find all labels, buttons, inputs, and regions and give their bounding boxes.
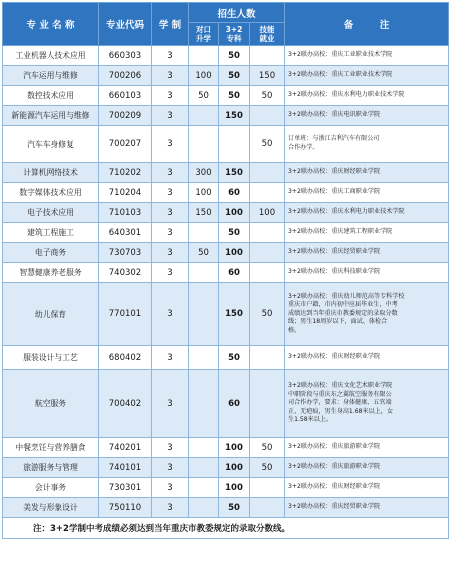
header-jineng: 技能 就业 (250, 23, 285, 46)
enrollment-table-container (2, 2, 448, 539)
years-cell: 3 (152, 46, 189, 66)
table-row (3, 370, 449, 438)
note-cell: 3+2联办高校：重庆财经职业学院 (285, 478, 449, 498)
jineng-cell (250, 370, 285, 438)
major-cell: 新能源汽车运用与维修 (3, 106, 99, 126)
note-cell: 订单班：与浙江吉利汽车有限公司 合作办学。 (285, 126, 449, 163)
note-cell: 3+2联办高校：重庆旅游职业学院 (285, 458, 449, 478)
table-row (3, 66, 449, 86)
years-cell: 3 (152, 438, 189, 458)
code-cell: 710103 (99, 203, 152, 223)
code-cell: 700402 (99, 370, 152, 438)
note-cell: 3+2联办高校：重庆工商职业学院 (285, 183, 449, 203)
code-cell: 740101 (99, 458, 152, 478)
note-cell: 3+2联办高校：重庆建筑工程职业学院 (285, 223, 449, 243)
duikou-cell (189, 498, 219, 518)
table-row (3, 283, 449, 346)
zhuanke-cell: 100 (219, 243, 250, 263)
note-cell: 3+2联办高校：重庆电讯职业学院 (285, 106, 449, 126)
code-cell: 740302 (99, 263, 152, 283)
major-cell: 汽车运用与维修 (3, 66, 99, 86)
code-cell: 750110 (99, 498, 152, 518)
note-cell: 3+2联办高校：重庆工业职业技术学院 (285, 66, 449, 86)
zhuanke-cell: 60 (219, 183, 250, 203)
code-cell: 710202 (99, 163, 152, 183)
note-cell: 3+2联办高校：重庆经贸职业学院 (285, 498, 449, 518)
header-duikou: 对口 升学 (189, 23, 219, 46)
jineng-cell (250, 106, 285, 126)
zhuanke-cell: 50 (219, 346, 250, 370)
jineng-cell (250, 183, 285, 203)
zhuanke-cell: 150 (219, 283, 250, 346)
header-years: 学 制 (152, 3, 189, 46)
code-cell: 730301 (99, 478, 152, 498)
years-cell: 3 (152, 346, 189, 370)
code-cell: 660303 (99, 46, 152, 66)
jineng-cell (250, 498, 285, 518)
years-cell: 3 (152, 263, 189, 283)
code-cell: 710204 (99, 183, 152, 203)
duikou-cell (189, 478, 219, 498)
jineng-cell (250, 223, 285, 243)
years-cell: 3 (152, 86, 189, 106)
years-cell: 3 (152, 183, 189, 203)
code-cell: 740201 (99, 438, 152, 458)
table-row (3, 106, 449, 126)
code-cell: 660103 (99, 86, 152, 106)
zhuanke-cell: 50 (219, 66, 250, 86)
major-cell: 服装设计与工艺 (3, 346, 99, 370)
duikou-cell: 50 (189, 243, 219, 263)
jineng-cell: 150 (250, 66, 285, 86)
enrollment-table (2, 2, 449, 539)
duikou-cell (189, 126, 219, 163)
header-code: 专业代码 (99, 3, 152, 46)
zhuanke-cell: 150 (219, 106, 250, 126)
duikou-cell: 150 (189, 203, 219, 223)
years-cell: 3 (152, 478, 189, 498)
duikou-cell (189, 458, 219, 478)
table-row (3, 223, 449, 243)
major-cell: 电子商务 (3, 243, 99, 263)
table-row (3, 183, 449, 203)
jineng-cell (250, 163, 285, 183)
duikou-cell (189, 106, 219, 126)
note-cell: 3+2联办高校：重庆财经职业学院 (285, 346, 449, 370)
code-cell: 640301 (99, 223, 152, 243)
jineng-cell (250, 346, 285, 370)
major-cell: 中餐烹饪与营养膳食 (3, 438, 99, 458)
jineng-cell: 50 (250, 283, 285, 346)
jineng-cell: 50 (250, 86, 285, 106)
note-cell: 3+2联办高校：重庆旅游职业学院 (285, 438, 449, 458)
jineng-cell: 50 (250, 438, 285, 458)
years-cell: 3 (152, 283, 189, 346)
table-row (3, 458, 449, 478)
code-cell: 700209 (99, 106, 152, 126)
zhuanke-cell: 60 (219, 263, 250, 283)
table-row (3, 243, 449, 263)
jineng-cell (250, 46, 285, 66)
jineng-cell (250, 243, 285, 263)
table-row (3, 346, 449, 370)
zhuanke-cell: 100 (219, 438, 250, 458)
major-cell: 电子技术应用 (3, 203, 99, 223)
years-cell: 3 (152, 498, 189, 518)
years-cell: 3 (152, 203, 189, 223)
major-cell: 数控技术应用 (3, 86, 99, 106)
duikou-cell (189, 263, 219, 283)
zhuanke-cell: 100 (219, 478, 250, 498)
duikou-cell (189, 346, 219, 370)
duikou-cell (189, 283, 219, 346)
years-cell: 3 (152, 458, 189, 478)
major-cell: 美发与形象设计 (3, 498, 99, 518)
major-cell: 智慧健康养老服务 (3, 263, 99, 283)
header-major: 专 业 名 称 (3, 3, 99, 46)
duikou-cell: 50 (189, 86, 219, 106)
major-cell: 旅游服务与管理 (3, 458, 99, 478)
code-cell: 700207 (99, 126, 152, 163)
major-cell: 航空服务 (3, 370, 99, 438)
major-cell: 工业机器人技术应用 (3, 46, 99, 66)
major-cell: 建筑工程施工 (3, 223, 99, 243)
duikou-cell (189, 438, 219, 458)
note-cell: 3+2联办高校：重庆文化艺术职业学院 中职阶段与重庆东之翼航空服务有限公 司合作办学，要求：身体健康、五官端 正、无疤痕，男生身高1.68米以上，女 生1.58米以上。 (285, 370, 449, 438)
note-cell: 3+2联办高校：重庆水利电力职业技术学院 (285, 203, 449, 223)
note-cell: 3+2联办高校：重庆水利电力职业技术学院 (285, 86, 449, 106)
table-row (3, 498, 449, 518)
note-cell: 3+2联办高校：重庆财经职业学院 (285, 163, 449, 183)
jineng-cell: 50 (250, 458, 285, 478)
years-cell: 3 (152, 370, 189, 438)
duikou-cell (189, 223, 219, 243)
major-cell: 计算机网络技术 (3, 163, 99, 183)
zhuanke-cell (219, 126, 250, 163)
duikou-cell: 100 (189, 66, 219, 86)
major-cell: 幼儿保育 (3, 283, 99, 346)
jineng-cell (250, 263, 285, 283)
table-row (3, 438, 449, 458)
table-row (3, 46, 449, 66)
duikou-cell: 300 (189, 163, 219, 183)
years-cell: 3 (152, 163, 189, 183)
header-enrollment: 招生人数 (189, 3, 285, 23)
code-cell: 770101 (99, 283, 152, 346)
years-cell: 3 (152, 66, 189, 86)
table-row (3, 86, 449, 106)
header-notes: 备 注 (285, 3, 449, 46)
zhuanke-cell: 50 (219, 223, 250, 243)
years-cell: 3 (152, 106, 189, 126)
code-cell: 730703 (99, 243, 152, 263)
jineng-cell (250, 478, 285, 498)
duikou-cell: 100 (189, 183, 219, 203)
header-3plus2: 3+2 专科 (219, 23, 250, 46)
years-cell: 3 (152, 223, 189, 243)
note-cell: 3+2联办高校：重庆经贸职业学院 (285, 243, 449, 263)
table-body (3, 46, 449, 518)
code-cell: 680402 (99, 346, 152, 370)
footer-note: 注：3+2学制中考成绩必须达到当年重庆市教委规定的录取分数线。 (3, 518, 449, 539)
table-row (3, 126, 449, 163)
zhuanke-cell: 50 (219, 86, 250, 106)
duikou-cell (189, 370, 219, 438)
note-cell: 3+2联办高校：重庆科技职业学院 (285, 263, 449, 283)
years-cell: 3 (152, 243, 189, 263)
zhuanke-cell: 50 (219, 498, 250, 518)
table-row (3, 263, 449, 283)
zhuanke-cell: 150 (219, 163, 250, 183)
major-cell: 会计事务 (3, 478, 99, 498)
note-cell: 3+2联办高校：重庆工业职业技术学院 (285, 46, 449, 66)
jineng-cell: 100 (250, 203, 285, 223)
zhuanke-cell: 50 (219, 46, 250, 66)
years-cell: 3 (152, 126, 189, 163)
table-row (3, 203, 449, 223)
zhuanke-cell: 100 (219, 203, 250, 223)
table-row (3, 478, 449, 498)
duikou-cell (189, 46, 219, 66)
code-cell: 700206 (99, 66, 152, 86)
jineng-cell: 50 (250, 126, 285, 163)
table-row (3, 163, 449, 183)
major-cell: 汽车车身修复 (3, 126, 99, 163)
major-cell: 数字媒体技术应用 (3, 183, 99, 203)
note-cell: 3+2联办高校：重庆幼儿师范高等专科学校 重庆市户籍，市内初中应届毕业生，中考 成绩达到当年重庆市教委规定的录取分数 线；男生18周岁以下，面试、体检合 格。 (285, 283, 449, 346)
zhuanke-cell: 60 (219, 370, 250, 438)
zhuanke-cell: 100 (219, 458, 250, 478)
